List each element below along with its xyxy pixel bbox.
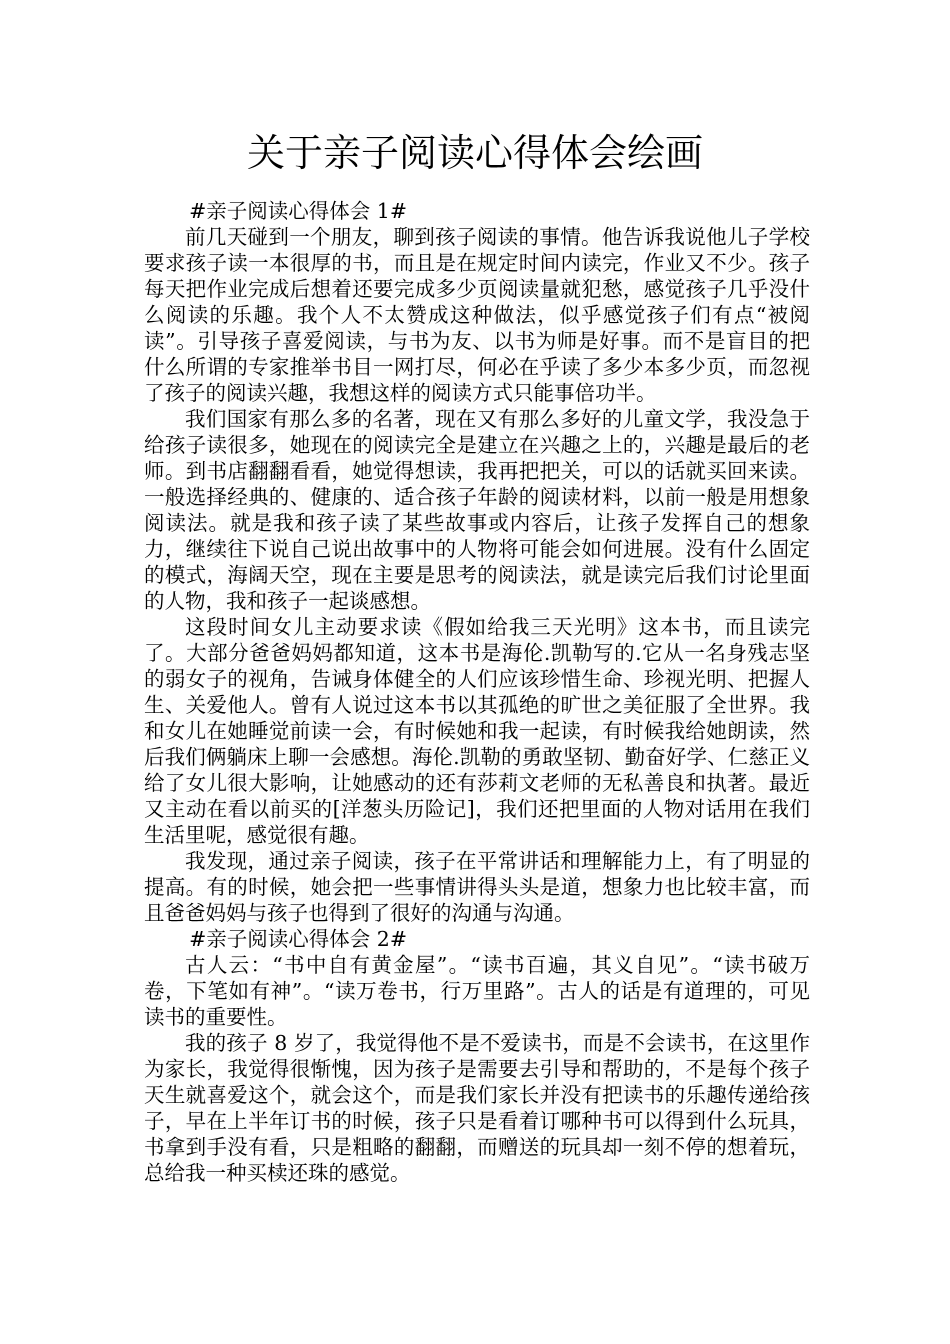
- paragraph: 古人云：“书中自有黄金屋”。“读书百遍，其义自见”。“读书破万卷，下笔如有神”。“读万卷书，行万里路”。古人的话是有道理的，可见读书的重要性。: [144, 953, 810, 1029]
- document-body: [144, 198, 810, 1186]
- paragraph: 前几天碰到一个朋友，聊到孩子阅读的事情。他告诉我说他儿子学校要求孩子读一本很厚的书，而且是在规定时间内读完，作业又不少。孩子每天把作业完成后想着还要完成多少页阅读量就犯愁，感觉孩子几乎没什么阅读的乐趣。我个人不太赞成这种做法，似乎感觉孩子们有点“被阅读”。引导孩子喜爱阅读，与书为友、以书为师是好事。而不是盲目的把什么所谓的专家推举书目一网打尽，何必在乎读了多少本多少页，而忽视了孩子的阅读兴趣，我想这样的阅读方式只能事倍功半。: [144, 225, 810, 405]
- section-heading: #亲子阅读心得体会 1#: [189, 199, 408, 223]
- paragraph: 我发现，通过亲子阅读，孩子在平常讲话和理解能力上，有了明显的提高。有的时候，她会把一些事情讲得头头是道，想象力也比较丰富，而且爸爸妈妈与孩子也得到了很好的沟通与沟通。: [144, 849, 810, 925]
- section-heading: #亲子阅读心得体会 2#: [189, 927, 408, 951]
- document-title: 关于亲子阅读心得体会绘画: [246, 131, 703, 175]
- paragraph: 我们国家有那么多的名著，现在又有那么多好的儿童文学，我没急于给孩子读很多，她现在的阅读完全是建立在兴趣之上的，兴趣是最后的老师。到书店翻翻看看，她觉得想读，我再把把关，可以的话就买回来读。一般选择经典的、健康的、适合孩子年龄的阅读材料，以前一般是用想象阅读法。就是我和孩子读了某些故事或内容后，让孩子发挥自己的想象力，继续往下说自己说出故事中的人物将可能会如何进展。没有什么固定的模式，海阔天空，现在主要是思考的阅读法，就是读完后我们讨论里面的人物，我和孩子一起谈感想。: [144, 407, 810, 613]
- paragraph: 这段时间女儿主动要求读《假如给我三天光明》这本书，而且读完了。大部分爸爸妈妈都知道，这本书是海伦.凯勒写的.它从一名身残志坚的弱女子的视角，告诫身体健全的人们应该珍惜生命、珍视光明、把握人生、关爱他人。曾有人说过这本书以其孤绝的旷世之美征服了全世界。我和女儿在她睡觉前读一会，有时候她和我一起读，有时候我给她朗读，然后我们俩躺床上聊一会感想。海伦.凯勒的勇敢坚韧、勤奋好学、仁慈正义给了女儿很大影响，让她感动的还有莎莉文老师的无私善良和执著。最近又主动在看以前买的[洋葱头历险记]，我们还把里面的人物对话用在我们生活里呢，感觉很有趣。: [144, 615, 810, 847]
- paragraph: 我的孩子 8 岁了，我觉得他不是不爱读书，而是不会读书，在这里作为家长，我觉得很惭愧，因为孩子是需要去引导和帮助的，不是每个孩子天生就喜爱这个，就会这个，而是我们家长并没有把读书的乐趣传递给孩子，早在上半年订书的时候，孩子只是看着订哪种书可以得到什么玩具，书拿到手没有看，只是粗略的翻翻，而赠送的玩具却一刻不停的想着玩，总给我一种买椟还珠的感觉。: [144, 1031, 810, 1185]
